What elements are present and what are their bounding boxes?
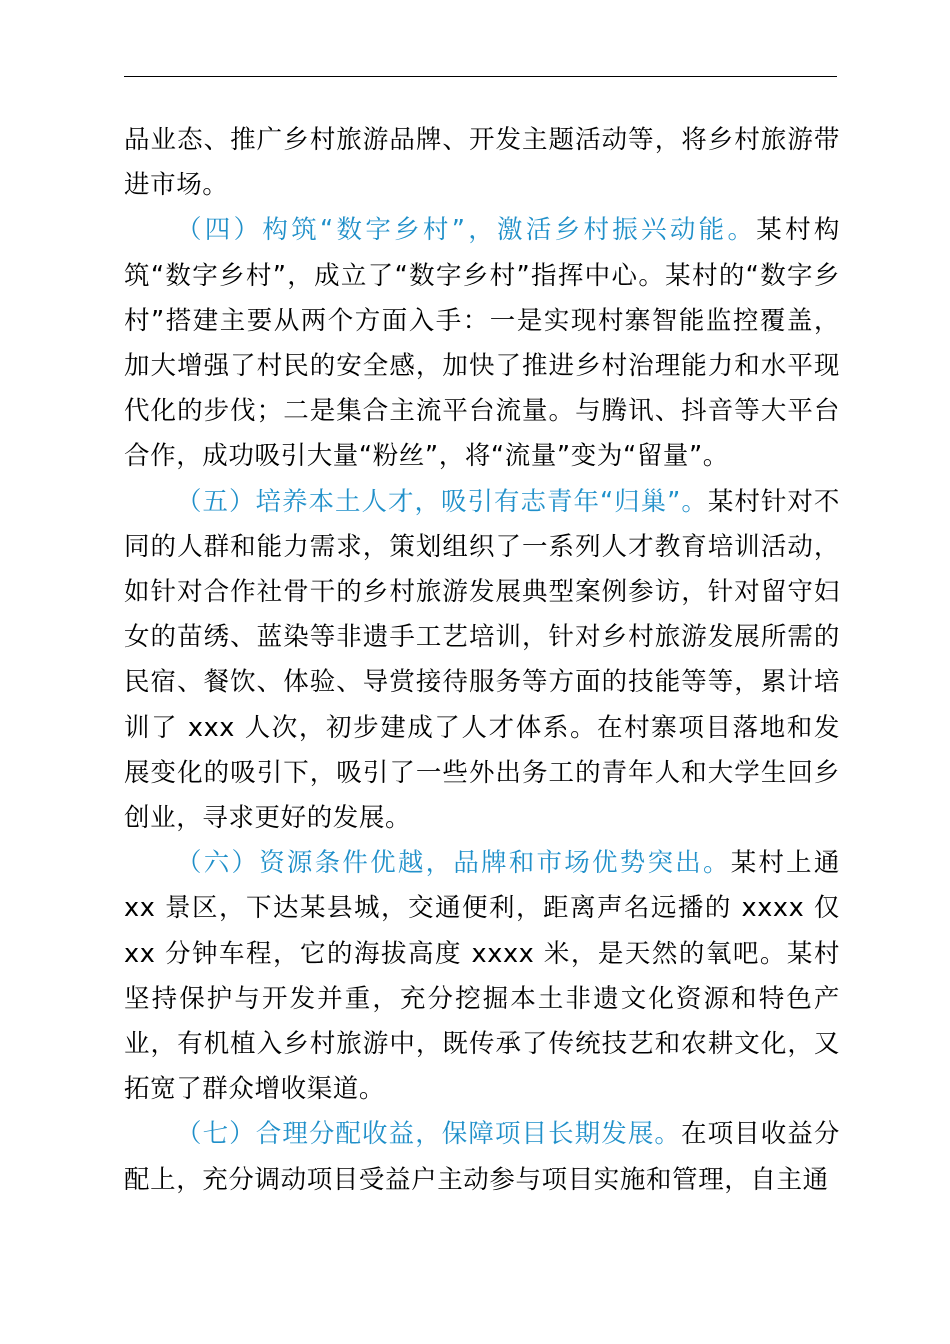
section-heading-4: （四）构筑“数字乡村”，激活乡村振兴动能。 <box>176 215 757 246</box>
paragraph-text: 在项目收益分配上，充分调动项目受益户主动参与项目实施和管理，自主通 <box>124 1119 840 1195</box>
paragraph-section-5 <box>124 480 840 842</box>
header-rule <box>124 76 837 77</box>
section-heading-7: （七）合理分配收益，保障项目长期发展。 <box>176 1119 681 1150</box>
paragraph-text: 某村针对不同的人群和能力需求，策划组织了一系列人才教育培训活动，如针对合作社骨干的乡村旅游发展典型案例参访，针对留守妇女的苗绣、蓝染等非遗手工艺培训，针对乡村旅游发展所需的民宿、餐饮、体验、导赏接待服务等方面的技能等等，累计培训了 xxx 人次，初步建成了人才体系。在村寨项目落地和发展变化的吸引下，吸引了一些外出务工的青年人和大学生回乡创业，寻求更好的发展。 <box>124 486 840 834</box>
document-body <box>124 118 840 1203</box>
section-heading-5: （五）培养本土人才，吸引有志青年“归巢”。 <box>176 486 708 517</box>
paragraph-text: 某村构筑“数字乡村”，成立了“数字乡村”指挥中心。某村的“数字乡村”搭建主要从两个方面入手：一是实现村寨智能监控覆盖，加大增强了村民的安全感，加快了推进乡村治理能力和水平现代化的步伐；二是集合主流平台流量。与腾讯、抖音等大平台合作，成功吸引大量“粉丝”，将“流量”变为“留量”。 <box>124 215 840 472</box>
paragraph-text: 某村上通 xx 景区，下达某县城，交通便利，距离声名远播的 xxxx 仅 xx 分钟车程，它的海拔高度 xxxx 米，是天然的氧吧。某村坚持保护与开发并重，充分挖掘本土非遗文化资源和特色产业，有机植入乡村旅游中，既传承了传统技艺和农耕文化，又拓宽了群众增收渠道。 <box>124 848 840 1105</box>
paragraph-section-6 <box>124 841 840 1112</box>
paragraph-text: 品业态、推广乡村旅游品牌、开发主题活动等，将乡村旅游带进市场。 <box>124 125 840 201</box>
section-heading-6: （六）资源条件优越，品牌和市场优势突出。 <box>176 848 731 879</box>
paragraph-continuation <box>124 118 840 208</box>
paragraph-section-4 <box>124 208 840 479</box>
paragraph-section-7 <box>124 1112 840 1202</box>
